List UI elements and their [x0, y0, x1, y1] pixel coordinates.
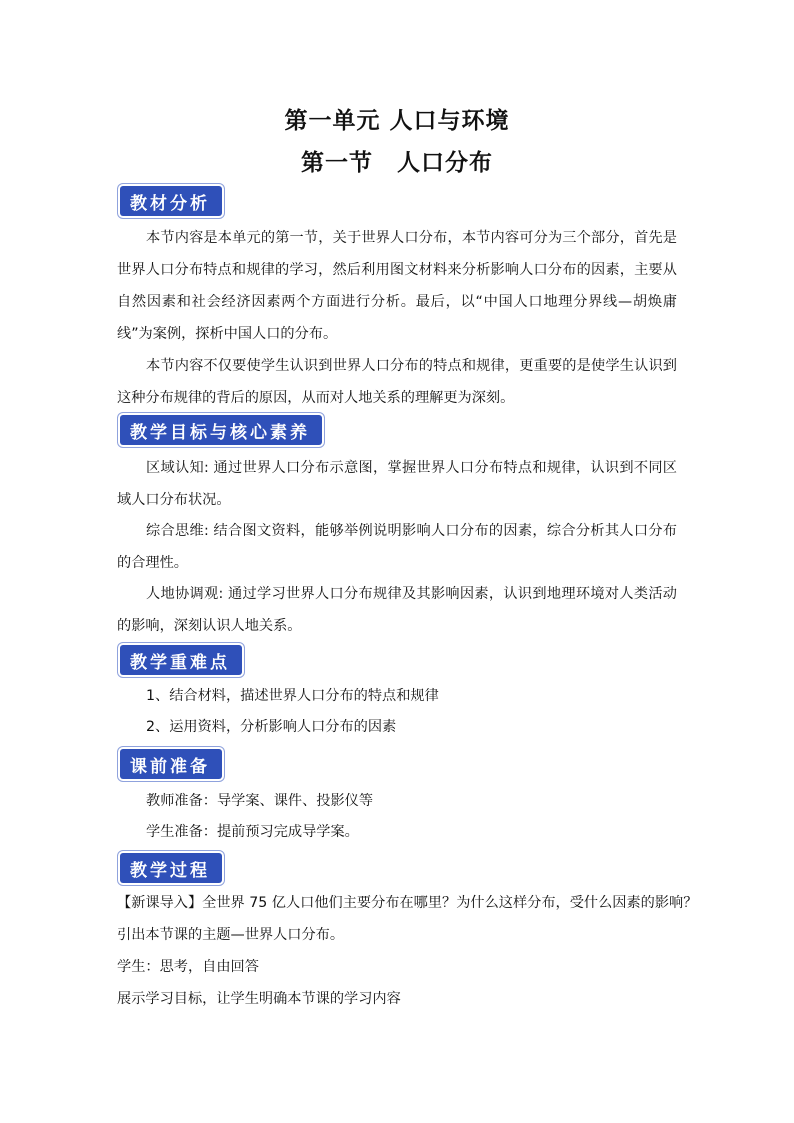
analysis-paragraph-2: 本节内容不仅要使学生认识到世界人口分布的特点和规律，更重要的是使学生认识到这种分布规律的背后的原因，从而对人地关系的理解更为深刻。: [117, 358, 677, 406]
heading-badge-key-points: 教学重难点: [120, 645, 242, 675]
heading-badge-process: 教学过程: [120, 853, 222, 883]
teacher-preparation: 教师准备：导学案、课件、投影仪等: [146, 793, 374, 809]
student-response-line: 学生：思考，自由回答: [117, 959, 259, 975]
student-preparation: 学生准备：提前预习完成导学案。: [146, 824, 359, 840]
heading-badge-preparation: 课前准备: [120, 749, 222, 779]
analysis-paragraph-1: 本节内容是本单元的第一节，关于世界人口分布，本节内容可分为三个部分，首先是世界人口分布特点和规律的学习，然后利用图文材料来分析影响人口分布的因素，主要从自然因素和社会经济因素两个方面进行分析。最后，以“中国人口地理分界线—胡焕庸线”为案例，探析中国人口的分布。: [117, 230, 677, 342]
heading-badge-analysis: 教材分析: [120, 186, 222, 216]
show-goals-line: 展示学习目标，让学生明确本节课的学习内容: [117, 991, 401, 1007]
section-number: 第一节: [301, 149, 373, 176]
unit-title: 第一单元 人口与环境: [284, 107, 510, 134]
goal-integrated-thinking: 综合思维: 结合图文资料，能够举例说明影响人口分布的因素，综合分析其人口分布的合理性。: [117, 523, 677, 571]
heading-badge-goals: 教学目标与核心素养: [120, 415, 322, 445]
key-point-1: 1、结合材料，描述世界人口分布的特点和规律: [146, 688, 439, 704]
intro-line-2: 引出本节课的主题—世界人口分布。: [117, 927, 345, 943]
key-point-2: 2、运用资料，分析影响人口分布的因素: [146, 719, 397, 735]
intro-line-1: 【新课导入】全世界 75 亿人口他们主要分布在哪里？为什么这样分布，受什么因素的影响？: [117, 895, 698, 911]
goal-regional-cognition: 区域认知: 通过世界人口分布示意图，掌握世界人口分布特点和规律，认识到不同区域人口分布状况。: [117, 460, 677, 508]
section-name: 人口分布: [397, 149, 493, 176]
goal-human-earth-harmony: 人地协调观: 通过学习世界人口分布规律及其影响因素，认识到地理环境对人类活动的影响，深刻认识人地关系。: [117, 586, 677, 634]
section-title: [0, 144, 794, 177]
